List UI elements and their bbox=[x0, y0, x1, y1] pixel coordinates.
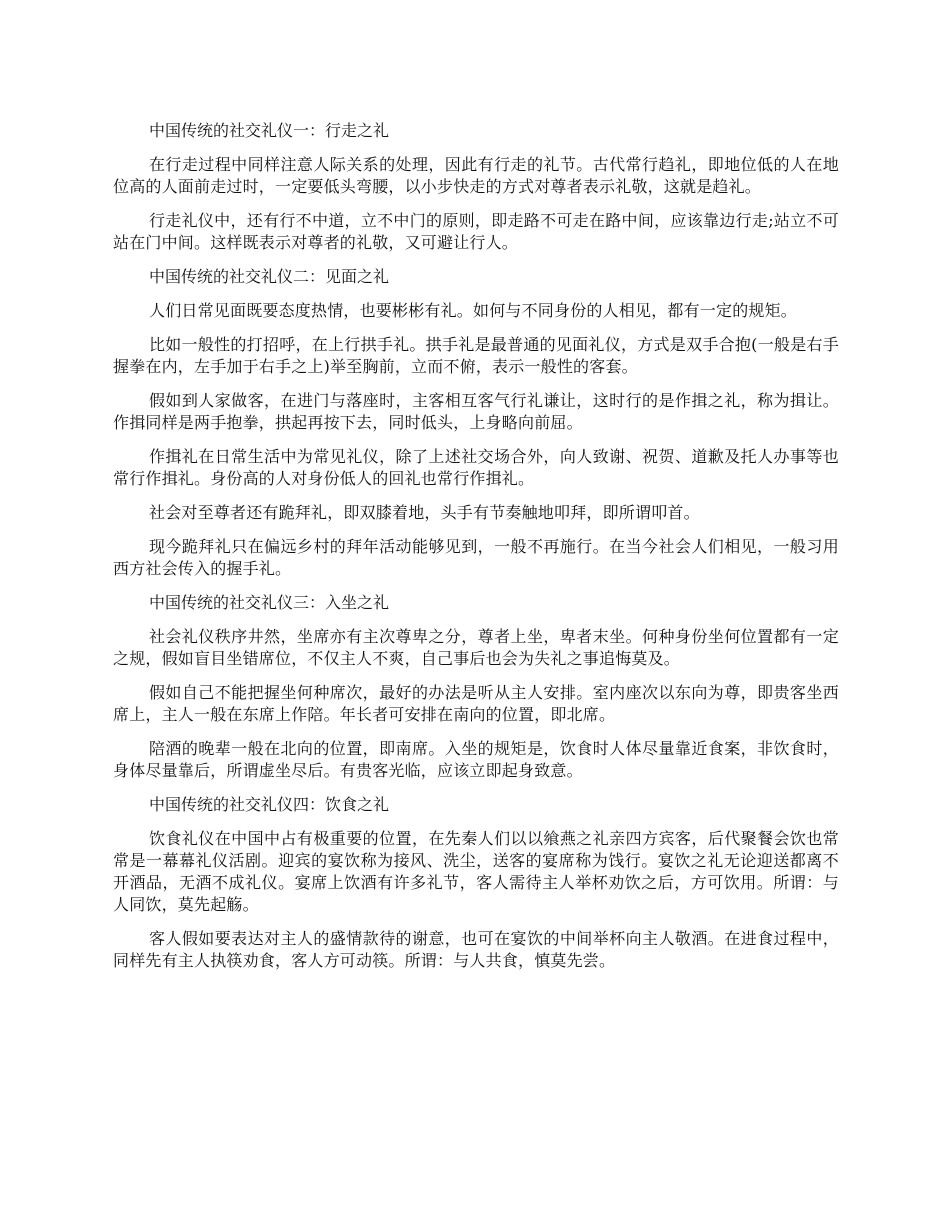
document-page bbox=[113, 120, 839, 984]
section-heading-4: 中国传统的社交礼仪四：饮食之礼 bbox=[149, 795, 390, 814]
paragraph: 假如自己不能把握坐何种席次，最好的办法是听从主人安排。室内座次以东向为尊，即贵客坐西席上，主人一般在东席上作陪。年长者可安排在南向的位置，即北席。 bbox=[113, 683, 839, 724]
paragraph: 假如到人家做客，在进门与落座时，主客相互客气行礼谦让，这时行的是作揖之礼，称为揖让。作揖同样是两手抱拳，拱起再按下去，同时低头，上身略向前屈。 bbox=[113, 391, 839, 432]
paragraph: 陪酒的晚辈一般在北向的位置，即南席。入坐的规矩是，饮食时人体尽量靠近食案，非饮食时，身体尽量靠后，所谓虚坐尽后。有贵客光临，应该立即起身致意。 bbox=[113, 739, 839, 780]
paragraph: 饮食礼仪在中国中占有极重要的位置，在先秦人们以以飨燕之礼亲四方宾客，后代聚餐会饮也常常是一幕幕礼仪活剧。迎宾的宴饮称为接风、洗尘，送客的宴席称为饯行。宴饮之礼无论迎送都离不开酒品，无酒不成礼仪。宴席上饮酒有许多礼节，客人需待主人举杯劝饮之后，方可饮用。所谓：与人同饮，莫先起觞。 bbox=[113, 829, 839, 914]
section-heading-3: 中国传统的社交礼仪三：入坐之礼 bbox=[149, 593, 390, 612]
section-heading-2: 中国传统的社交礼仪二：见面之礼 bbox=[149, 267, 390, 286]
paragraph: 现今跪拜礼只在偏远乡村的拜年活动能够见到，一般不再施行。在当今社会人们相见，一般习用西方社会传入的握手礼。 bbox=[113, 537, 839, 578]
paragraph: 作揖礼在日常生活中为常见礼仪，除了上述社交场合外，向人致谢、祝贺、道歉及托人办事等也常行作揖礼。身份高的人对身份低人的回礼也常行作揖礼。 bbox=[113, 447, 839, 488]
paragraph: 客人假如要表达对主人的盛情款待的谢意，也可在宴饮的中间举杯向主人敬酒。在进食过程中，同样先有主人执筷劝食，客人方可动筷。所谓：与人共食，慎莫先尝。 bbox=[113, 929, 839, 970]
paragraph: 人们日常见面既要态度热情，也要彬彬有礼。如何与不同身份的人相见，都有一定的规矩。 bbox=[149, 301, 798, 320]
paragraph: 行走礼仪中，还有行不中道，立不中门的原则，即走路不可走在路中间，应该靠边行走;站立不可站在门中间。这样既表示对尊者的礼敬，又可避让行人。 bbox=[113, 211, 839, 252]
section-heading-1: 中国传统的社交礼仪一：行走之礼 bbox=[149, 121, 390, 140]
paragraph: 社会对至尊者还有跪拜礼，即双膝着地，头手有节奏触地叩拜，即所谓叩首。 bbox=[149, 503, 700, 522]
paragraph: 比如一般性的打招呼，在上行拱手礼。拱手礼是最普通的见面礼仪，方式是双手合抱(一般是右手握拳在内，左手加于右手之上)举至胸前，立而不俯，表示一般性的客套。 bbox=[113, 335, 839, 376]
paragraph: 在行走过程中同样注意人际关系的处理，因此有行走的礼节。古代常行趋礼，即地位低的人在地位高的人面前走过时，一定要低头弯腰，以小步快走的方式对尊者表示礼敬，这就是趋礼。 bbox=[113, 155, 839, 196]
paragraph: 社会礼仪秩序井然，坐席亦有主次尊卑之分，尊者上坐，卑者末坐。何种身份坐何位置都有一定之规，假如盲目坐错席位，不仅主人不爽，自己事后也会为失礼之事追悔莫及。 bbox=[113, 627, 839, 668]
